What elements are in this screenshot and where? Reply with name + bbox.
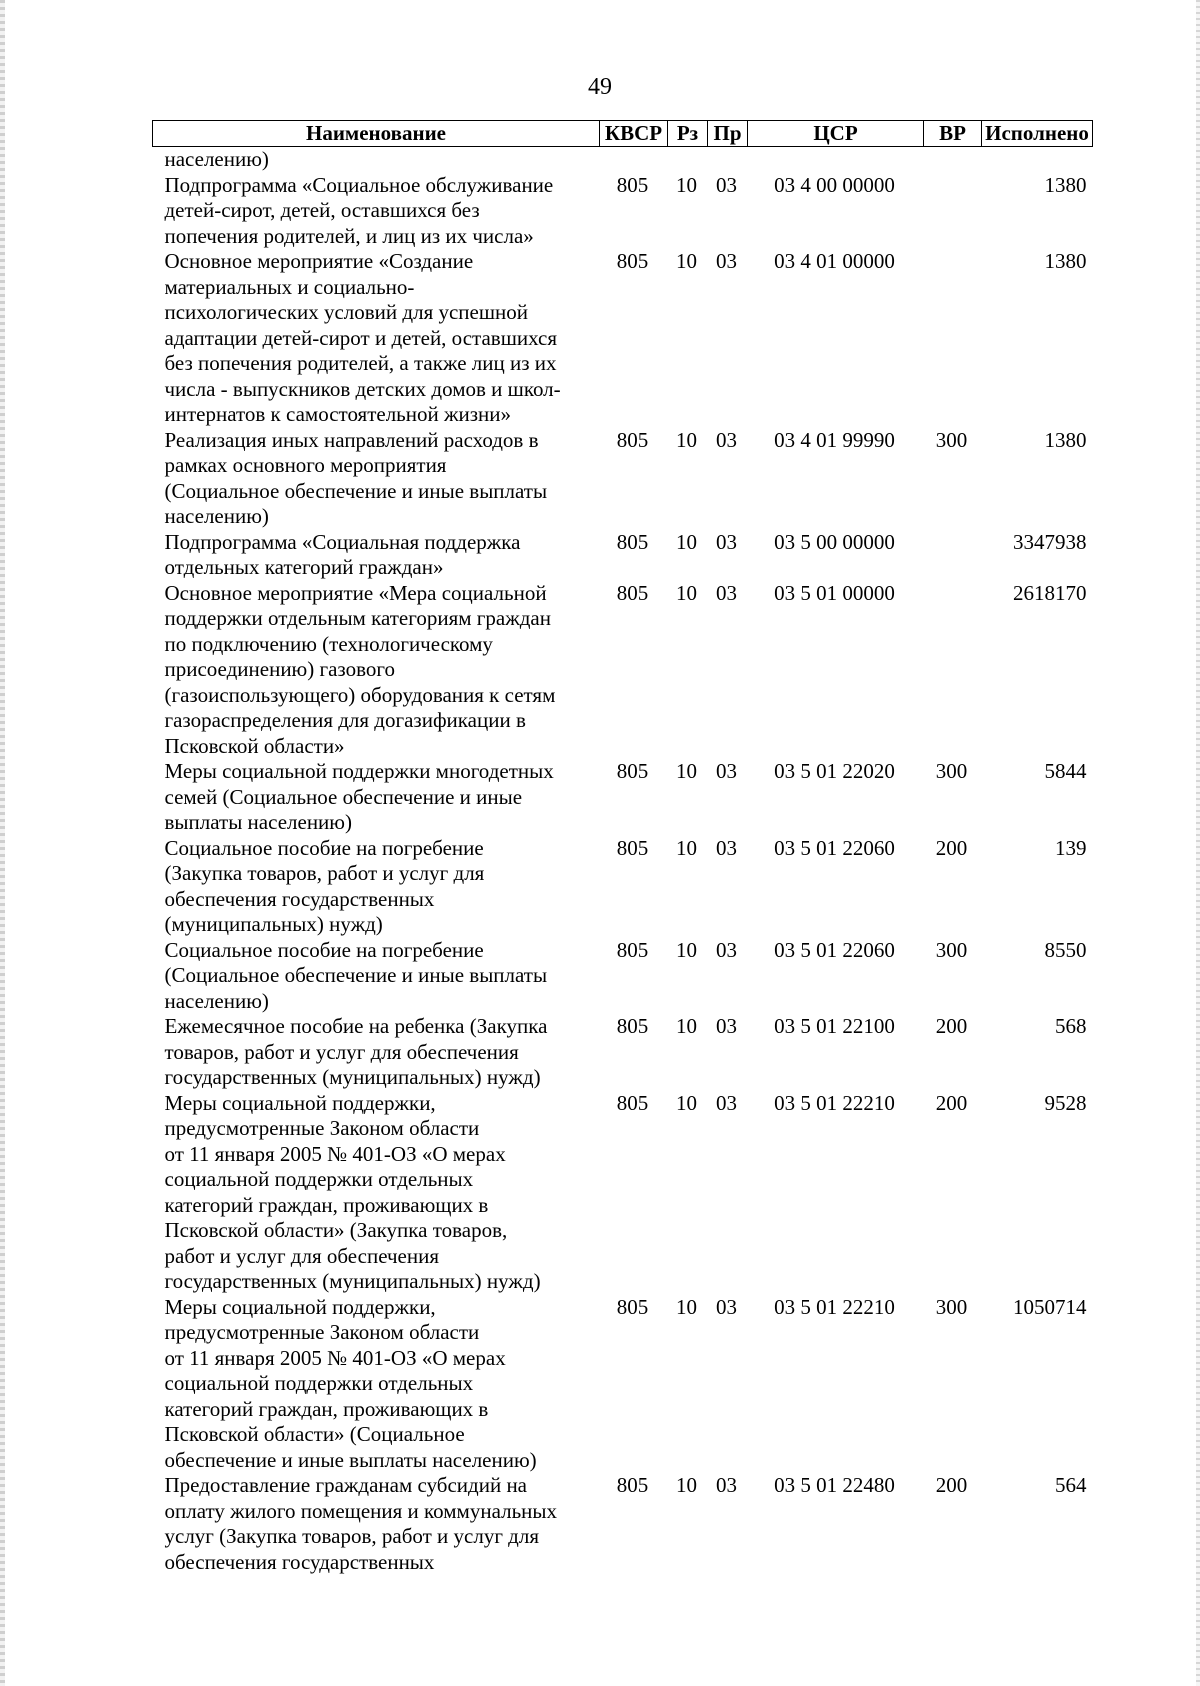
row-kvsr: 805 [616, 580, 649, 605]
header-kvsr: КВСР [600, 121, 668, 147]
row-pr: 03 [716, 249, 737, 273]
row-name: Меры социальной поддержки, предусмотренные Законом области от 11 января 2005 № 401-ОЗ «О мерах социальной поддержки отдельных категорий граждан, проживающих в Псковской области» (Закупка товаров, работ и услуг для обеспечения государственных (муниципальных) нужд) [164, 1090, 541, 1293]
row-pr: 03 [716, 580, 737, 605]
row-vr: 200 [935, 1473, 968, 1497]
row-vr: 300 [935, 427, 968, 452]
row-name: Ежемесячное пособие на ребенка (Закупка товаров, работ и услуг для обеспечения государственных (муниципальных) нужд) [164, 1014, 548, 1089]
row-rz: 10 [676, 1090, 697, 1115]
header-pr: Пр [708, 121, 748, 147]
table-row [153, 759, 1093, 836]
table-row [153, 836, 1093, 938]
row-rz: 10 [676, 427, 697, 452]
row-name: Реализация иных направлений расходов в рамках основного мероприятия (Социальное обеспечение и иные выплаты населению) [164, 427, 548, 528]
row-vr: 300 [935, 759, 968, 783]
row-name: Социальное пособие на погребение (Закупка товаров, работ и услуг для обеспечения государственных (муниципальных) нужд) [164, 835, 485, 936]
row-vr [924, 581, 982, 760]
header-rz: Рз [668, 121, 708, 147]
row-vr [924, 530, 982, 581]
table-header [153, 121, 1093, 147]
row-csr: 03 5 01 22480 [774, 1473, 895, 1497]
header-name: Наименование [153, 121, 600, 147]
row-kvsr: 805 [616, 529, 649, 554]
row-kvsr: 805 [616, 1473, 649, 1497]
row-kvsr [600, 147, 668, 173]
row-executed [982, 147, 1093, 173]
row-rz: 10 [676, 172, 697, 197]
row-csr: 03 5 01 00000 [774, 580, 895, 605]
row-rz: 10 [676, 249, 697, 273]
row-name: Социальное пособие на погребение (Социальное обеспечение и иные выплаты населению) [164, 937, 548, 1013]
row-executed: 1380 [1044, 427, 1087, 452]
row-name: населению) [164, 147, 269, 171]
row-kvsr: 805 [616, 759, 649, 783]
row-vr: 200 [935, 1014, 968, 1038]
row-rz: 10 [676, 835, 697, 860]
table-row [153, 530, 1093, 581]
row-pr: 03 [716, 835, 737, 860]
table-body [153, 147, 1093, 1576]
row-name: Меры социальной поддержки многодетных семей (Социальное обеспечение и иные выплаты населению) [164, 759, 554, 834]
page-number: 49 [588, 74, 612, 100]
row-pr: 03 [716, 1090, 737, 1115]
row-vr: 200 [935, 1090, 968, 1115]
row-rz [668, 147, 708, 173]
table-row [153, 1473, 1093, 1575]
row-rz: 10 [676, 937, 697, 962]
row-rz: 10 [676, 1014, 697, 1038]
scan-edge-right [1196, 0, 1200, 1686]
row-pr: 03 [716, 529, 737, 554]
row-pr: 03 [716, 427, 737, 452]
header-csr: ЦСР [748, 121, 924, 147]
table-row [153, 1091, 1093, 1295]
row-executed: 8550 [1044, 937, 1087, 962]
row-kvsr: 805 [616, 1090, 649, 1115]
row-pr: 03 [716, 1294, 737, 1319]
table-row [153, 147, 1093, 173]
row-kvsr: 805 [616, 427, 649, 452]
row-vr: 300 [935, 1294, 968, 1319]
budget-table [152, 120, 1093, 1575]
row-csr: 03 5 01 22210 [774, 1090, 895, 1115]
row-executed: 5844 [1044, 759, 1087, 783]
row-kvsr: 805 [616, 172, 649, 197]
row-csr: 03 5 01 22060 [774, 835, 895, 860]
row-name: Основное мероприятие «Мера социальной поддержки отдельным категориям граждан по подключению (технологическому присоединению) газового (газоиспользующего) оборудования к сетям газораспределения для догазификации в Псковской области» [164, 580, 556, 758]
row-csr: 03 5 00 00000 [774, 529, 895, 554]
row-kvsr: 805 [616, 1014, 649, 1038]
row-name: Подпрограмма «Социальная поддержка отдельных категорий граждан» [164, 529, 521, 579]
row-kvsr: 805 [616, 937, 649, 962]
table-row [153, 581, 1093, 760]
row-vr [924, 147, 982, 173]
row-pr: 03 [716, 759, 737, 783]
row-executed: 2618170 [1013, 580, 1087, 605]
row-executed: 9528 [1044, 1090, 1087, 1115]
row-csr: 03 5 01 22060 [774, 937, 895, 962]
row-kvsr: 805 [616, 835, 649, 860]
row-rz: 10 [676, 1294, 697, 1319]
table-row [153, 938, 1093, 1015]
row-rz: 10 [676, 580, 697, 605]
row-executed: 1380 [1044, 172, 1087, 197]
row-pr: 03 [716, 1473, 737, 1497]
row-executed: 3347938 [1013, 529, 1087, 554]
row-pr: 03 [716, 1014, 737, 1038]
scan-edge-left [0, 0, 5, 1686]
row-vr [924, 249, 982, 428]
row-pr [708, 147, 748, 173]
row-csr: 03 4 01 99990 [774, 427, 895, 452]
row-csr: 03 5 01 22100 [774, 1014, 895, 1038]
row-csr: 03 5 01 22020 [774, 759, 895, 783]
row-name: Основное мероприятие «Создание материальных и социально- психологических условий для успешной адаптации детей-сирот и детей, оставшихся без попечения родителей, а также лиц из их числа - выпускников детских домов и школ- интернатов к самостоятельной жизни» [164, 249, 561, 426]
table-row [153, 173, 1093, 250]
row-name: Предоставление гражданам субсидий на оплату жилого помещения и коммунальных услуг (Закупка товаров, работ и услуг для обеспечения государственных [164, 1473, 557, 1574]
row-name: Подпрограмма «Социальное обслуживание детей-сирот, детей, оставшихся без попечения родителей, и лиц из их числа» [164, 172, 554, 248]
row-executed: 1380 [1044, 249, 1087, 273]
row-executed: 568 [1055, 1014, 1087, 1038]
row-executed: 564 [1055, 1473, 1087, 1497]
row-pr: 03 [716, 937, 737, 962]
row-csr: 03 4 01 00000 [774, 249, 895, 273]
header-executed: Исполнено [982, 121, 1093, 147]
row-rz: 10 [676, 759, 697, 783]
row-rz: 10 [676, 1473, 697, 1497]
table-row [153, 428, 1093, 530]
row-rz: 10 [676, 529, 697, 554]
table-row [153, 1014, 1093, 1091]
row-vr: 200 [935, 835, 968, 860]
row-csr [748, 147, 924, 173]
row-executed: 139 [1055, 835, 1087, 860]
row-executed: 1050714 [1013, 1294, 1087, 1319]
row-kvsr: 805 [616, 1294, 649, 1319]
row-name: Меры социальной поддержки, предусмотренные Законом области от 11 января 2005 № 401-ОЗ «О мерах социальной поддержки отдельных категорий граждан, проживающих в Псковской области» (Социальное обеспечение и иные выплаты населению) [164, 1294, 537, 1472]
row-csr: 03 4 00 00000 [774, 172, 895, 197]
header-vr: ВР [924, 121, 982, 147]
row-vr: 300 [935, 937, 968, 962]
table-row [153, 1295, 1093, 1474]
row-kvsr: 805 [616, 249, 649, 273]
row-csr: 03 5 01 22210 [774, 1294, 895, 1319]
row-pr: 03 [716, 172, 737, 197]
table-row [153, 249, 1093, 428]
row-vr [924, 173, 982, 250]
